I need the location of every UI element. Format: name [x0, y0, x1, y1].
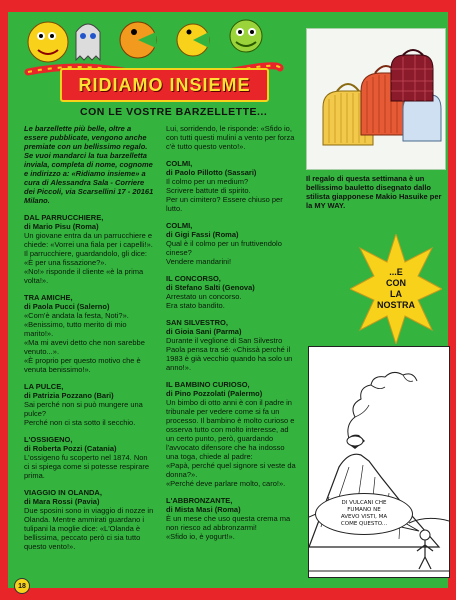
column-left — [24, 124, 154, 559]
joke-author: di Paola Pucci (Salerno) — [24, 302, 110, 311]
joke-item — [166, 380, 296, 488]
joke-title: LA PULCE, — [24, 382, 64, 391]
joke-item — [166, 221, 296, 266]
page-number: 18 — [14, 578, 30, 594]
star-line: ...E — [389, 267, 403, 277]
joke-title: COLMI, — [166, 159, 193, 168]
joke-title: SAN SILVESTRO, — [166, 318, 228, 327]
joke-line: «Benissimo, tutto merito di mio marito!». — [24, 320, 127, 338]
joke-line: Il colmo per un medium? — [166, 177, 249, 186]
joke-continuation: Lui, sorridendo, le risponde: «Sfido io, con tutti questi mulini a vento per forza c'è tutto questo vento!». — [166, 124, 295, 151]
star-burst — [350, 234, 442, 344]
joke-item — [166, 159, 296, 213]
gift-photo — [306, 28, 446, 170]
page-subtitle: CON LE VOSTRE BARZELLETTE... — [80, 106, 268, 118]
joke-item — [24, 213, 154, 285]
joke-line: Perché non ci sta sotto il secchio. — [24, 418, 136, 427]
joke-line: «Perché deve parlare molto, caro!». — [166, 479, 286, 488]
volcano-pipe-cartoon — [309, 347, 449, 577]
joke-author: di Patrizia Pozzano (Bari) — [24, 391, 114, 400]
title-banner — [60, 68, 269, 102]
star-line: LA — [390, 289, 402, 299]
joke-line: Qual è il colmo per un fruttivendolo cinese? — [166, 239, 282, 257]
joke-title: IL CONCORSO, — [166, 274, 221, 283]
joke-line: «Com'è andata la festa, Noti?». — [24, 311, 129, 320]
page-title: RIDIAMO INSIEME — [78, 74, 251, 95]
joke-author: di Mara Rossi (Pavia) — [24, 497, 100, 506]
bubble-line: FUMANO NE — [347, 507, 381, 513]
intro-text: Le barzellette più belle, oltre a essere pubblicate, vengono anche premiate con un bellissimo regalo. Se vuoi mandarci la tua barzelletta inviala, completa di nome, cognome e indirizzo a: «Ridiamo insieme» a cura di Alessandra Sala - Corriere dei Piccoli, via Scarsellini 17 - 20161 Milano. — [24, 124, 154, 205]
joke-item — [24, 293, 154, 374]
joke-item — [24, 435, 154, 480]
joke-author: di Paolo Pillotto (Sassari) — [166, 168, 257, 177]
joke-title: VIAGGIO IN OLANDA, — [24, 488, 102, 497]
joke-line: «Sfido io, è yogurt!». — [166, 532, 235, 541]
joke-line: Il parrucchiere, guardandolo, gli dice: «È per una fissazione?». — [24, 249, 147, 267]
bottom-border — [0, 588, 456, 600]
joke-title: DAL PARRUCCHIERE, — [24, 213, 104, 222]
joke-line: Per un cimitero? Essere chiuso per lutto. — [166, 195, 283, 213]
speech-bubble — [315, 493, 413, 535]
joke-item — [166, 318, 296, 372]
bubble-line: DI VULCANI CHE — [341, 500, 387, 506]
joke-line: Durante il veglione di San Silvestro Paola pensa tra sé: «Chissà perché il 1983 è già vecchio quando ha solo un anno!». — [166, 336, 293, 372]
joke-item — [24, 382, 154, 427]
joke-author: di Gioia Sani (Parma) — [166, 327, 242, 336]
joke-line: «Papà, perché quel signore si veste da donna?». — [166, 461, 296, 479]
joke-author: di Stefano Salti (Genova) — [166, 283, 255, 292]
star-label — [350, 234, 442, 344]
joke-line: Scrivere battute di spirito. — [166, 186, 251, 195]
joke-author: di Mista Masi (Roma) — [166, 505, 241, 514]
joke-line: «Ma mi avevi detto che non sarebbe venuto...». — [24, 338, 145, 356]
cartoon-panel — [308, 346, 450, 578]
joke-line: Vendere mandarini! — [166, 257, 232, 266]
joke-author: di Mario Pisu (Roma) — [24, 222, 99, 231]
joke-line: Un bimbo di otto anni è con il padre in tribunale per vedere come si fa un processo. Il bambino è molto curioso e osserva tutto con molto interesse, ad un certo punto, però, guardando l'avvocato difensore che ha indosso una toga, chiede al padre: — [166, 398, 295, 461]
joke-line: Due sposini sono in viaggio di nozze in Olanda. Mentre ammirati guardano i tulipani la moglie dice: «L'Olanda è bellissima, peccato però ci sia tutto questo vento!». — [24, 506, 154, 551]
joke-line: È un mese che uso questa crema ma non riesco ad abbronzarmi! — [166, 514, 291, 532]
joke-author: di Gigi Fassi (Roma) — [166, 230, 239, 239]
star-line: CON — [386, 278, 406, 288]
joke-line: Era stato bandito. — [166, 301, 225, 310]
bubble-line: AVEVO VISTI, MA — [340, 514, 388, 520]
joke-title: TRA AMICHE, — [24, 293, 73, 302]
gift-caption: Il regalo di questa settimana è un bellissimo bauletto disegnato dallo stilista giapponese Makio Hasuike per la MY WAY. — [306, 174, 442, 210]
column-middle — [166, 124, 296, 549]
joke-author: di Pino Pozzolati (Palermo) — [166, 389, 263, 398]
joke-line: Arrestato un concorso. — [166, 292, 242, 301]
joke-title: L'ABBRONZANTE, — [166, 496, 233, 505]
joke-title: L'OSSIGENO, — [24, 435, 73, 444]
star-line: NOSTRA — [377, 300, 415, 310]
luggage-bags-icon — [307, 29, 445, 169]
joke-line: «No!» risponde il cliente «è la prima volta!». — [24, 267, 144, 285]
joke-line: Un giovane entra da un parrucchiere e chiede: «Vorrei una fiala per i capelli!». — [24, 231, 153, 249]
joke-line: Sai perché non si può mungere una pulce? — [24, 400, 143, 418]
left-border — [0, 0, 8, 600]
joke-item — [166, 274, 296, 310]
joke-item — [166, 496, 296, 541]
bubble-line: COME QUESTO... — [340, 521, 388, 527]
joke-author: di Roberta Pozzi (Catania) — [24, 444, 117, 453]
joke-title: COLMI, — [166, 221, 193, 230]
joke-line: «È proprio per questo motivo che è venuta benissimo!». — [24, 356, 141, 374]
joke-title: IL BAMBINO CURIOSO, — [166, 380, 250, 389]
joke-item — [24, 488, 154, 551]
joke-line: L'ossigeno fu scoperto nel 1874. Non ci si spiega come si potesse respirare prima. — [24, 453, 150, 480]
